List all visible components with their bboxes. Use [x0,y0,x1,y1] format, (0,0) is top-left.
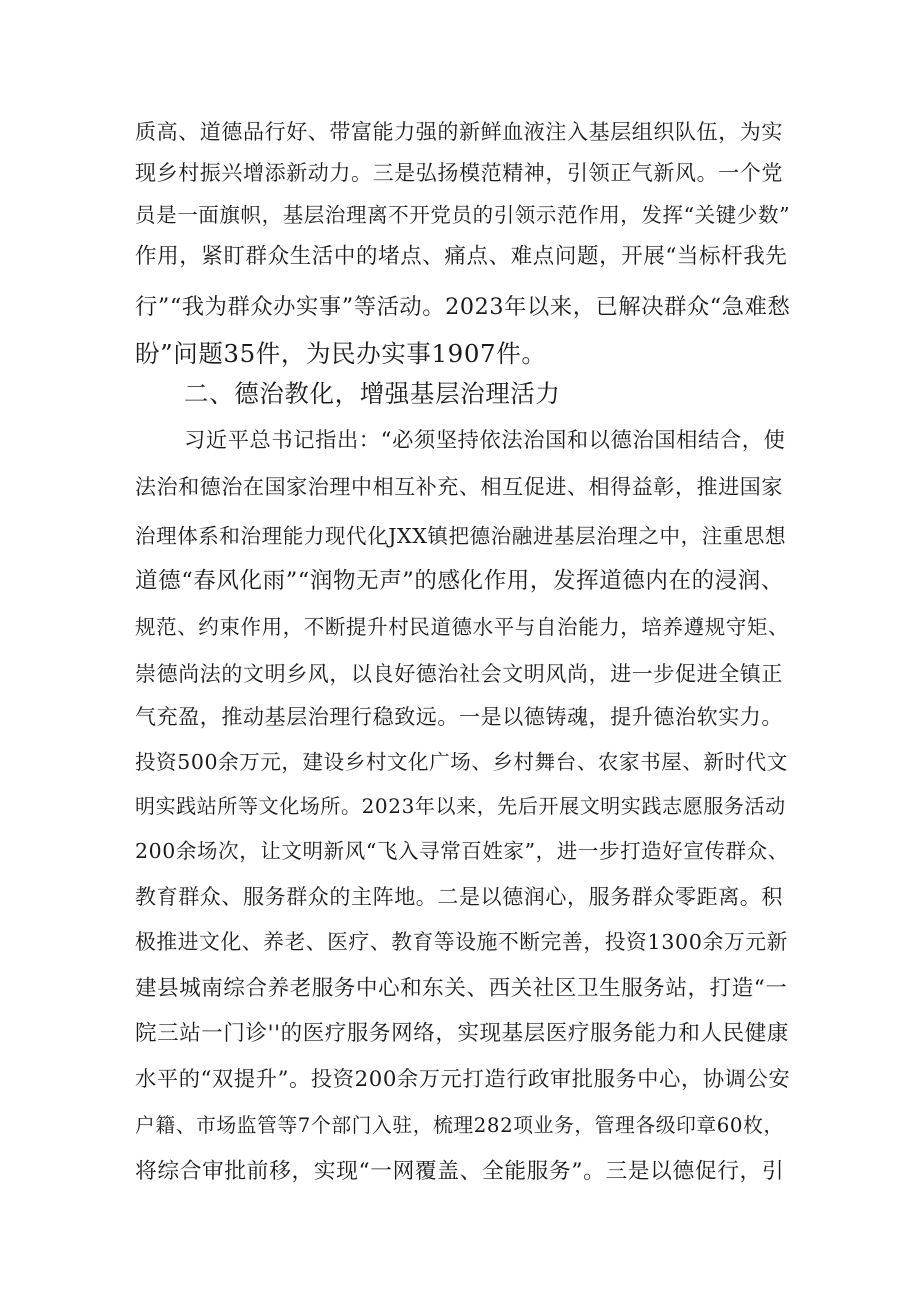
text-line: 法治和德治在国家治理中相互补充、相互促进、相得益彰，推进国家 [135,475,783,499]
text-line: 明实践站所等文化场所。2023年以来，先后开展文明实践志愿服务活动 [135,794,786,818]
text-line: 作用，紧盯群众生活中的堵点、痛点、难点问题，开展“当标杆我先 [135,244,788,269]
text-line: 投资500余万元，建设乡村文化广场、乡村舞台、农家书屋、新时代文 [135,750,788,774]
text-line: 建县城南综合养老服务中心和东关、西关社区卫生服务站，打造“一 [135,976,788,1001]
section-heading: 二、德治教化，增强基层治理活力 [184,379,561,408]
text-line: 将综合审批前移，实现“一网覆盖、全能服务”。三是以德促行，引 [135,1159,785,1184]
text-line: 极推进文化、养老、医疗、教育等设施不断完善，投资1300余万元新 [135,930,789,954]
text-line: 盼”问题35件，为民办实事1907件。 [135,339,547,368]
text-line: 质高、道德品行好、带富能力强的新鲜血液注入基层组织队伍，为实 [135,120,783,144]
text-line: 行”“我为群众办实事”等活动。2023年以来，已解决群众“急难愁 [135,294,791,320]
text-line: 院三站一门诊''的医疗服务网络，实现基层医疗服务能力和人民健康 [135,1021,789,1046]
text-line: 气充盈，推动基层治理行稳致远。一是以德铸魂，提升德治软实力。 [135,705,783,729]
text-line: 教育群众、服务群众的主阵地。二是以德润心，服务群众零距离。积 [135,885,783,909]
text-line: 崇德尚法的文明乡风，以良好德治社会文明风尚，进一步促进全镇正 [135,662,783,686]
text-line: 现乡村振兴增添新动力。三是弘扬模范精神，引领正气新风。一个党 [135,161,783,185]
text-line: 习近平总书记指出：“必须坚持依法治国和以德治国相结合，使 [184,428,786,453]
text-line: 规范、约束作用，不断提升村民道德水平与自治能力，培养遵规守矩、 [135,615,790,639]
text-line: 道德“春风化雨”“润物无声”的感化作用，发挥道德内在的浸润、 [135,568,785,594]
text-line: 200余场次，让文明新风“飞入寻常百姓家”，进一步打造好宣传群众、 [135,839,789,863]
text-line: 水平的“双提升”。投资200余万元打造行政审批服务中心，协调公安 [135,1067,791,1092]
text-line: 员是一面旗帜，基层治理离不开党员的引领示范作用，发挥“关键少数” [135,203,791,227]
text-line: 户籍、市场监管等7个部门入驻，梳理282项业务，管理各级印章60枚， [135,1114,784,1137]
text-line: 治理体系和治理能力现代化JXX镇把德治融进基层治理之中，注重思想 [135,524,787,548]
